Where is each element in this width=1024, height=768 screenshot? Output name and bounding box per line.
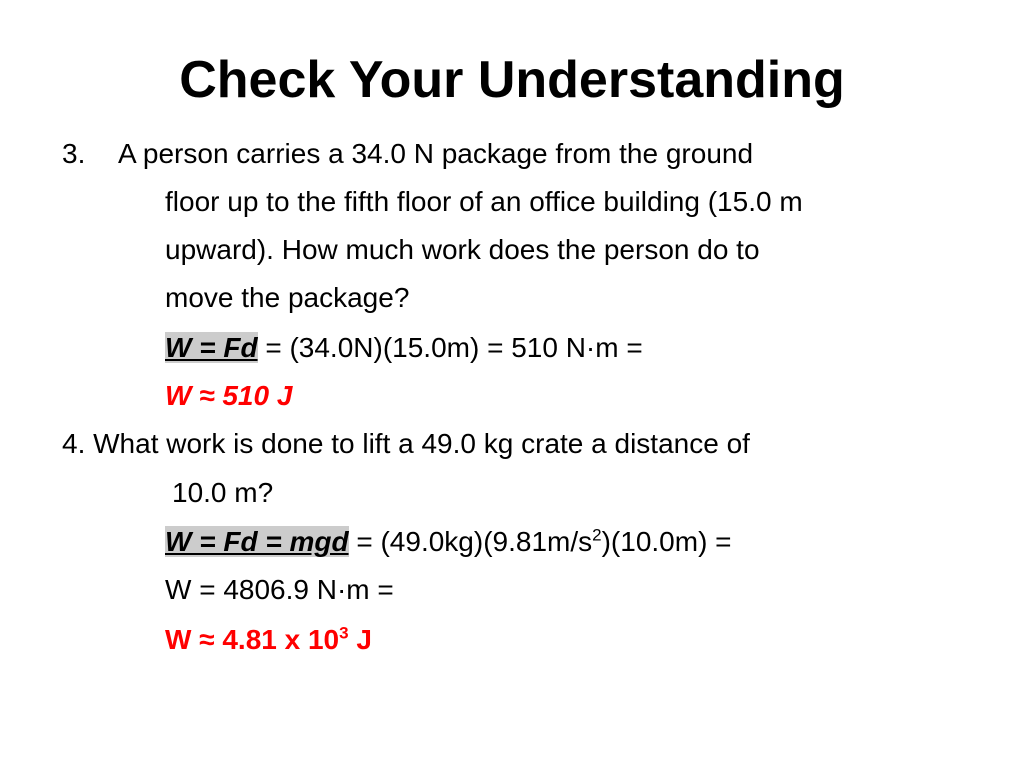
- question-4-formula-rest-b: )(10.0m) =: [601, 526, 732, 557]
- question-3-answer: W ≈ 510 J: [165, 380, 293, 411]
- question-4-formula-rest-a: = (49.0kg)(9.81m/s: [348, 526, 593, 557]
- question-3-formula-highlight: W = Fd: [165, 332, 258, 363]
- question-4-result: W = 4806.9 N·m =: [165, 574, 394, 605]
- question-3-text-1: A person carries a 34.0 N package from the ground: [118, 138, 754, 169]
- question-4-line-1: 4. What work is done to lift a 49.0 kg crate a distance of: [62, 428, 750, 459]
- question-3-line-2: floor up to the fifth floor of an office building (15.0 m: [165, 186, 803, 217]
- question-3-number: 3.: [62, 138, 86, 169]
- slide-title: Check Your Understanding: [179, 51, 845, 109]
- question-4-formula-exponent: 2: [592, 525, 602, 545]
- question-3-line-3: upward). How much work does the person do to: [165, 234, 760, 265]
- question-4-line-2: 10.0 m?: [172, 477, 274, 508]
- question-4-formula: [165, 524, 732, 560]
- question-4-answer-b: J: [348, 624, 372, 655]
- question-4-answer-a: W ≈ 4.81 x 10: [165, 624, 340, 655]
- question-3-formula-rest: = (34.0N)(15.0m) = 510 N·m =: [257, 332, 643, 363]
- question-4-formula-highlight: W = Fd = mgd: [165, 526, 349, 557]
- question-4-answer: [165, 622, 372, 658]
- question-3-line-1: [62, 136, 753, 172]
- question-3-formula: [165, 330, 643, 366]
- question-3-line-4: move the package?: [165, 282, 410, 313]
- question-4-answer-exponent: 3: [339, 623, 349, 643]
